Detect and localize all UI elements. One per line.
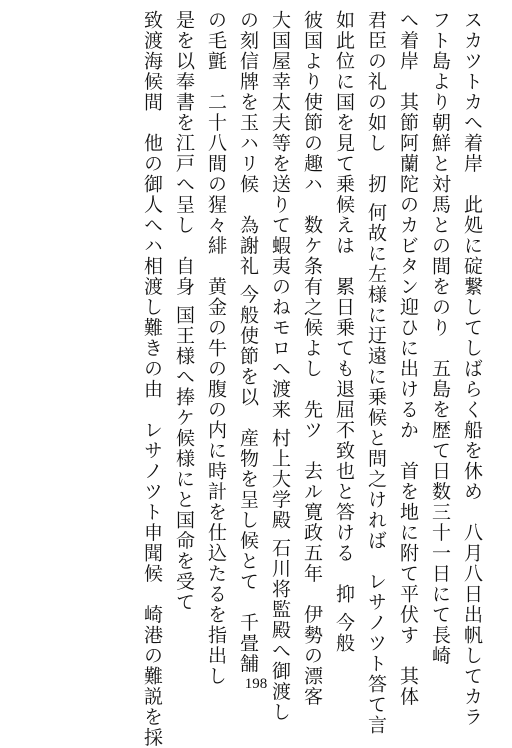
text-line: へ着岸 其節阿蘭陀のカビタン迎ひに出けるか 首を地に附て平伏す 其体	[397, 10, 419, 707]
text-line: 致渡海候間 他の御人へハ相渡し難きの由 レサノツト申聞候 崎港の難説を採	[141, 10, 163, 748]
text-line: 如此位に国を見て乗候えは 累日乗ても退屈不致也と答ける 抑 今般	[333, 10, 355, 654]
text-line: 是を以奉書を江戸へ呈し 自身 国王様へ捧ケ候様にと国命を受て	[173, 10, 195, 613]
text-line: 君臣の礼の如し 扨 何故に左様に迂遠に乗候と問之ければ レサノツト答て言	[365, 10, 387, 736]
text-line: 大国屋幸太夫等を送りて蝦夷のねモロへ渡来 村上大学殿 石川将監殿へ御渡し	[269, 10, 291, 723]
text-line: スカツトカへ着岸 此処に碇繋してしばらく船を休め 八月八日出帆してカラ	[461, 10, 483, 728]
text-line: の毛氈 二十八間の猩々緋 黄金の牛の腹の内に時計を仕込たるを指出し	[205, 10, 227, 687]
text-line: の刻信牌を玉ハリ候 為謝礼 今般使節を以 産物を呈し候とて 千畳舗	[237, 10, 259, 674]
text-line: 彼国より使節の趣ハ 数ケ条有之候よし 先ツ 去ル寛政五年 伊勢の漂客	[301, 10, 323, 707]
text-line: フト島より朝鮮と対馬との間をのり 五島を歴て日数三十一日にて長崎	[429, 10, 451, 666]
page-number: 198	[244, 676, 268, 692]
